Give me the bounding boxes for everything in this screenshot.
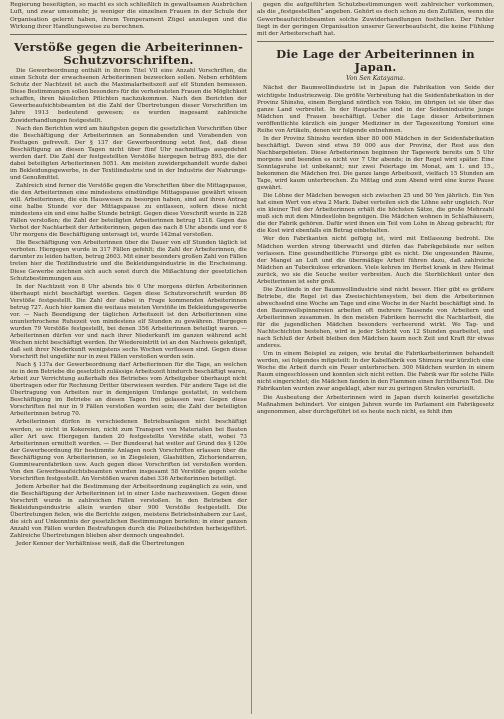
right-article-paragraph: In der Provinz Shinshu werden über 80 000 Mädchen in der Seidenfabrikation beschäftigt. Davon sind etwa 59 000 aus der Provinz, der Rest aus den Nachbargebieten. Diese Arbeiterinnen beginnen ihr Tagewerk bereits um 5 Uhr morgens und beenden es nicht vor 7 Uhr abends; in der Regel wird später. Eine Sonntagsruhe ist unbekannt; nur zwei Feiertage im Monat, am 1. und 15., bekommen die Mädchen frei. Die ganze lange Arbeitszeit, vielfach 15 Stunden am Tage, wird kaum unterbrochen. Zu Mittag und zum Abend wird eine kurze Pause gewährt.	[257, 135, 494, 192]
left-article-paragraph: Die Gewerbeordnung enthält in ihrem Titel VII eine Anzahl Vorschriften, die einen Schutz der erwachsenen Arbeiterinnen bezwecken sollen. Neben erhöhtem Schutz der Nachtzeit ist auch die Maximalarbeitszeit auf elf Stunden bemessen. Diese Bestimmungen sollen besonders für die verheirateten Frauen die Möglichkeit schaffen, ihren häuslichen Pflichten nachzukommen. Nach den Berichten der Gewerbeaufsichtsbeamten ist die Zahl der Übertretungen dieser Vorschriften im Jahre 1913 bedeutend gewesen; es wurden insgesamt zahlreiche Zuwiderhandlungen festgestellt.	[10, 68, 247, 124]
right-top-paragraph: gegen die aufgeführten Schutzbestimmungen weit zahlreicher vorkommen, als die „festgestellten“ angeben. Gehört es doch schon zu den Zufällen, wenn die Gewerbeaufsichtsbeamten solche Zuwiderhandlungen festhellen. Der Fehler liegt in der geringen Organisation unserer Gewerbeaufsicht, die keine Fühlung mit der Arbeiterschaft hat.	[257, 2, 494, 38]
left-article-body	[10, 68, 247, 548]
article-title-schutzvorschriften	[10, 41, 247, 66]
left-top-paragraph: Regierung beseitigten, so macht es sich schließlich in gewaltsamen Ausbrüchen Luft, und zwar umsomehr, je weniger die einzelnen Frauen in der Schule der Organisation gelernt haben, ihrem Temperament Zügel anzulegen und die Wirkung ihrer Handlungsweise zu berechnen.	[10, 2, 247, 30]
left-article-paragraph: Zahlreich sind ferner die Verstöße gegen die Vorschriften über die Mittagspause, die den Arbeiterinnen eine mindestens einstündige Mittagspause gewährt wissen will. Arbeiterinnen, die ein Hauswesen zu besorgen haben, sind auf ihren Antrag eine halbe Stunde vor der Mittagspause zu entlassen, sofern diese nicht mindestens ein und eine halbe Stunde beträgt. Gegen diese Vorschrift wurde in 228 Fällen verstoßen; die Zahl der beteiligten Arbeiterinnen betrug 1218. Gegen das Verbot der Nachtarbeit der Arbeiterinnen, gegen das nach 8 Uhr abends und vor 6 Uhr morgens die Beschäftigung untersagt ist, wurde 142mal verstoßen.	[10, 182, 247, 239]
section-divider-left	[10, 34, 247, 35]
article-title-line-2: Schutzvorschriften.	[63, 52, 194, 67]
article-byline: Von Sen Katayama.	[346, 75, 405, 83]
left-article-paragraph: Die Beschäftigung von Arbeiterinnen über die Dauer von elf Stunden täglich ist verboten. Hiergegen wurde in 317 Fällen gefehlt; die Zahl der Arbeiterinnen, die darunter zu leiden hatten, betrug 2603. Mit einer besonders großen Zahl von Fällen treten hier die Textilindustrie und die Bekleidungsindustrie in die Erscheinung. Diese Gewerbe zeichnen sich auch sonst durch die Mißachtung der gesetzlichen Schutzbestimmungen aus.	[10, 240, 247, 282]
right-article-paragraph: Um in einem Beispiel zu zeigen, wie brutal die Fabrikarbeiterinnen behandelt werden, sei folgendes mitgeteilt: In der Kabelfabrik von Shimura war kürzlich eine Woche die Arbeit durch ein Feuer unterbrochen. 300 Mädchen wurden in einem Raum eingeschlossen und konnten sich nicht retten. Die Fabrik war für solche Fälle nicht eingerichtet; die Mädchen fanden in den Flammen einen furchtbaren Tod. Die Fabrikanten wurden zwar angeklagt, aber nur zu geringen Strafen verurteilt.	[257, 351, 494, 393]
left-article-paragraph: Nach § 137a der Gewerbeordnung darf Arbeiterinnen für die Tage, an welchen sie in dem Betriebe die gesetzlich zulässige Arbeitszeit hindurch beschäftigt waren, Arbeit zur Verrichtung außerhalb des Betriebes vom Arbeitgeber überhaupt nicht übertragen oder für Rechnung Dritter überwiesen werden. Für andere Tage ist die Übertragung von Arbeiten nur in demjenigen Umfange gestattet, in welchem Beschäftigung im Betriebe an diesen Tagen frei gelassen war. Gegen diese Vorschriften fiel nur in 9 Fällen verstoßen worden sein; die Zahl der beteiligten Arbeiterinnen betrug 70.	[10, 362, 247, 418]
left-article-paragraph: Arbeiterinnen dürfen in verschiedenen Betriebsanlagen nicht beschäftigt werden, so nicht in Kokereien, nicht zum Transport von Materialien bei Bauten aller Art usw. Hiergegen fanden 20 festgestellte Verstöße statt, wobei 73 Arbeiterinnen ermittelt wurden. — Der Bundesrat hat weiter auf Grund des § 120e der Gewerbeordnung für bestimmte Anlagen noch Vorschriften erlassen über die Beschäftigung von Arbeiterinnen, so in Ziegeleien, Glashütten, Zichoriendarren, Gummiwarenfabriken usw. Auch gegen diese Vorschriften ist verstoßen worden. Von den Gewerbeaufsichtsbeamten wurden insgesamt 58 Verstöße gegen solche Vorschriften festgestellt. An Verstößen waren dabei 336 Arbeiterinnen beteiligt.	[10, 419, 247, 482]
right-article-paragraph: Wer den Fabrikanten nicht gefügig ist, wird mit Entlassung bedroht. Die Mädchen werden streng überwacht und dürfen das Fabrikgebäude nur selten verlassen. Eine gesundheitliche Fürsorge gibt es nicht. Die ungesunden Räume, der Mangel an Luft und die übermäßige Arbeit führen dazu, daß zahlreiche Mädchen an Tuberkulose erkranken. Viele kehren im Herbst krank in ihre Heimat zurück, wo sie die Seuche weiter verbreiten. Auch die Sterblichkeit unter den Arbeiterinnen ist sehr groß.	[257, 236, 494, 285]
article-title-japan: Die Lage der Arbeiterinnen in Japan.	[276, 47, 475, 74]
right-article-paragraph: Die Löhne der Mädchen bewegen sich zwischen 25 und 50 Yen jährlich. Ein Yen hat einen Wert von etwa 2 Mark. Dabei verteilen sich die Löhne sehr ungleich. Nur ein kleiner Teil der Arbeiterinnen erhält die höchsten Sätze, die große Mehrzahl muß sich mit dem Mindestlohn begnügen. Die Mädchen wohnen in Schlafhäusern, die der Fabrik gehören. Dafür wird ihnen ein Teil vom Lohn in Abzug gebracht; für die Kost wird ebenfalls ein Betrag einbehalten.	[257, 193, 494, 235]
left-column	[10, 2, 252, 717]
right-article-paragraph: Die Ausbeutung der Arbeiterinnen wird in Japan durch keinerlei gesetzliche Maßnahmen behindert. Vor einigen Jahren wurde im Parlament ein Fabrikgesetz angenommen, aber durchgeführt ist es heute noch nicht, es fehlt ihm	[257, 394, 494, 415]
left-article-paragraph: Jeder Kenner der Verhältnisse weiß, daß die Übertretungen	[16, 541, 185, 548]
column-container	[10, 2, 496, 717]
left-article-paragraph: Nach den Berichten wird am häufigsten gegen die gesetzlichen Vorschriften über die Beschäftigung der Arbeiterinnen an Sonnabenden und Vorabenden von Festtagen gefrevelt. Der § 137 der Gewerbeordnung setzt fest, daß diese Beschäftigung an diesen Tagen nicht über fünf Uhr nachmittags ausgedehnt werden darf. Die Zahl der festgestellten Verstöße hiergegen betrug 893, die der dabei beteiligten Arbeiterinnen 5051. Am meisten zuwidergehandelt wurde dabei im Bekleidungsgewerbe, in der Textilindustrie und in der Industrie der Nahrungs- und Genußmittel.	[10, 125, 247, 181]
column-rule	[251, 2, 252, 714]
section-divider-right	[257, 41, 494, 42]
right-column	[252, 2, 494, 717]
right-article-body	[257, 85, 494, 415]
article-title-line-1: Verstöße gegen die Arbeiterinnen-	[13, 40, 244, 55]
left-article-paragraph: In der Nachtzeit von 8 Uhr abends bis 6 Uhr morgens dürfen Arbeiterinnen überhaupt nicht beschäftigt werden. Gegen diese Schutzvorschrift wurden 86 Verstöße festgestellt. Die Zahl der dabei in Frage kommenden Arbeiterinnen betrug 727. Auch hier kamen die weitaus meisten Verstöße im Bekleidungsgewerbe vor. — Nach Beendigung der täglichen Arbeitszeit ist den Arbeiterinnen eine ununterbrochene Ruhezeit von mindestens elf Stunden zu gewähren. Hiergegen wurden 79 Verstöße festgestellt, bei denen 356 Arbeiterinnen beteiligt waren. — Arbeiterinnen dürfen vor und nach ihrer Niederkunft im ganzen während acht Wochen nicht beschäftigt werden. Ihr Wiedereintritt ist an den Nachweis geknüpft, daß seit ihrer Niederkunft wenigstens sechs Wochen verflossen sind. Gegen diese Vorschrift fiel ungefähr nur in zwei Fällen verstoßen worden sein.	[10, 283, 247, 361]
left-article-paragraph: Jedem Arbeiter hat die Bestimmung der Arbeitsordnung zugänglich zu sein, und die Beschäftigung der Arbeiterinnen ist in einer Liste nachzuweisen. Gegen diese Vorschrift wurde in zahlreichen Fällen verstoßen. In den Betrieben der Bekleidungsindustrie allein wurden über 900 Verstöße festgestellt. Die Übertretungen fielen, wie die Berichte zeigen, meistens Betriebsinhabern zur Last, die sich auf Unkenntnis der gesetzlichen Bestimmungen beriefen; in einer ganzen Anzahl von Fällen wurden Bestrafungen durch die Polizeibehörden herbeigeführt. Zahlreiche Übertretungen blieben aber dennoch ungeahndet.	[10, 483, 247, 540]
right-article-paragraph: Die Zustände in der Baumwollindustrie sind nicht besser. Hier gibt es größere Betriebe, die Regel ist das Zweischichtensystem, bei dem die Arbeiterinnen abwechselnd eine Woche am Tage und eine Woche in der Nacht beschäftigt sind. In den Baumwollspinnereien arbeiten oft mehrere Tausende von Arbeitern und Arbeiterinnen zusammen. In den meisten Fabriken herrscht die Nachtarbeit, die für die jugendlichen Mädchen besonders verheerend wirkt. Wo Tag- und Nachtschichten bestehen, wird in jeder Schicht von 12 Stunden gearbeitet, und nach Schluß der Arbeit bleiben den Mädchen kaum noch Zeit und Kraft für etwas anderes.	[257, 286, 494, 350]
right-article-paragraph: Nächst der Baumwollindustrie ist in Japan die Fabrikation von Seide der wichtigste Industriezweig. Die größte Verbreitung hat die Seidenfabrikation in der Provinz Shinshu, einem Bergland nördlich von Tokio, im übrigen ist sie über das ganze Land verbreitet. In der Hauptsache sind in der Seidenindustrie junge Mädchen und Frauen beschäftigt. Ueber die Lage dieser Arbeiterinnen veröffentlichte kürzlich ein junger Mediziner in der Tageszeitung Yomiuri eine Reihe von Artikeln, denen wir folgende entnehmen.	[257, 85, 494, 134]
